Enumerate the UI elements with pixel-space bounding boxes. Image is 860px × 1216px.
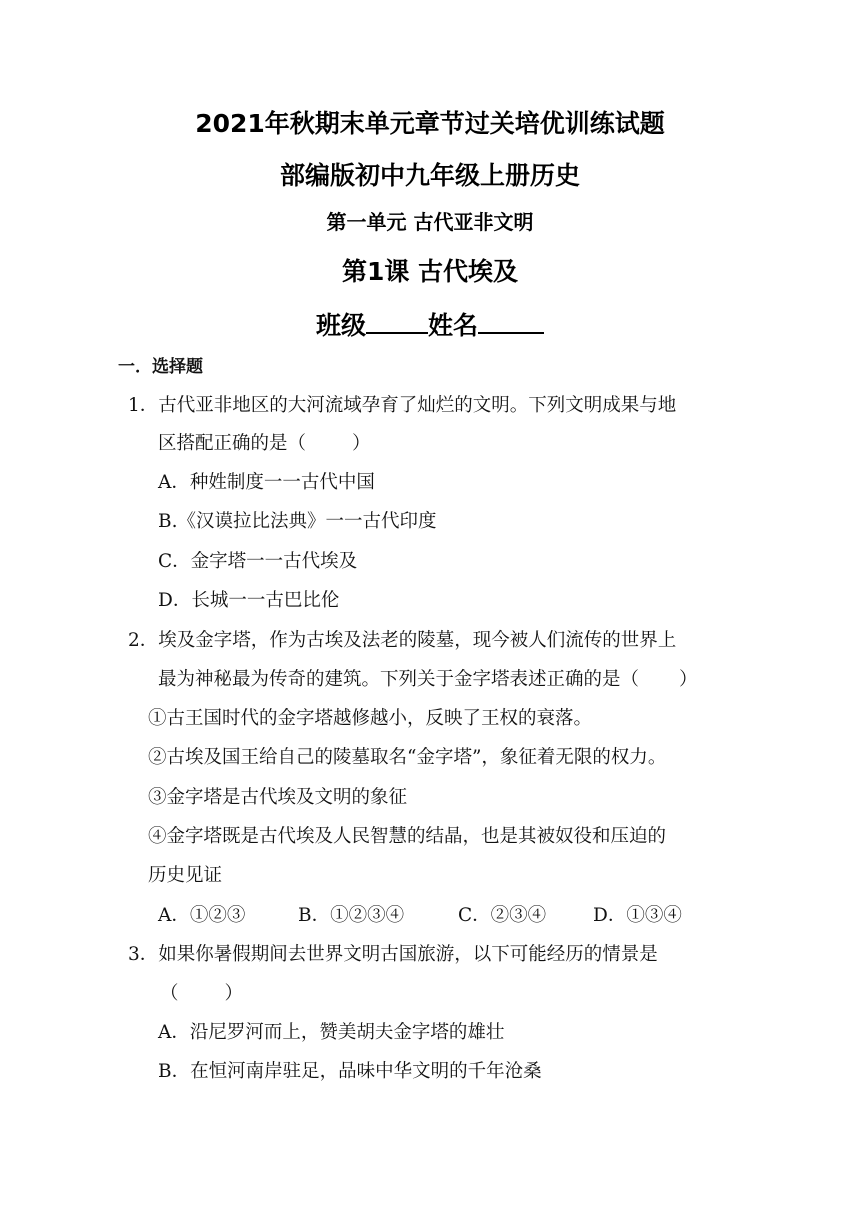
- statement-1: ①古王国时代的金字塔越修越小，反映了王权的衰落。: [148, 708, 593, 729]
- section-title: 一．选择题: [118, 357, 203, 377]
- question-1-line-1: [128, 393, 676, 419]
- statement-3: ③金字塔是古代埃及文明的象征: [148, 787, 408, 808]
- option-b: B．在恒河南岸驻足，品味中华文明的千年沧桑: [158, 1061, 542, 1082]
- exam-title: 2021年秋期末单元章节过关培优训练试题: [195, 109, 665, 138]
- question-stem: 古代亚非地区的大河流域孕育了灿烂的文明。下列文明成果与地: [158, 395, 677, 416]
- question-2-options: [158, 903, 682, 929]
- statement-4: ④金字塔既是古代埃及人民智慧的结晶，也是其被奴役和压迫的: [148, 826, 667, 847]
- answer-paren-close: ）: [224, 983, 244, 1004]
- question-number: 1．: [128, 395, 159, 416]
- option-d: D．①③④: [593, 905, 682, 926]
- statement-2: ②古埃及国王给自己的陵墓取名“金字塔”，象征着无限的权力。: [148, 747, 667, 768]
- class-name-line: [0, 306, 860, 342]
- statement-4-cont: 历史见证: [148, 865, 223, 886]
- option-a: A．沿尼罗河而上，赞美胡夫金字塔的雄壮: [158, 1022, 505, 1043]
- question-number: 2．: [128, 630, 159, 651]
- option-b: B.《汉谟拉比法典》一一古代印度: [158, 511, 437, 532]
- class-label: 班级: [315, 311, 366, 340]
- option-d: D．长城一一古巴比伦: [158, 590, 340, 611]
- option-c: C．②③④: [458, 905, 547, 926]
- question-3-line-1: [128, 942, 658, 968]
- question-3-line-2: [160, 981, 243, 1007]
- exam-subtitle: 部编版初中九年级上册历史: [279, 161, 580, 190]
- unit-heading: 第一单元 古代亚非文明: [326, 210, 534, 234]
- lesson-heading: 第1课 古代埃及: [341, 257, 519, 286]
- question-stem: 如果你暑假期间去世界文明古国旅游，以下可能经历的情景是: [158, 944, 658, 965]
- question-stem: 区搭配正确的是（: [158, 433, 307, 454]
- answer-paren-close: ）: [679, 669, 698, 690]
- question-2-line-2: [158, 667, 698, 693]
- option-c: C．金字塔一一古代埃及: [158, 551, 358, 572]
- question-stem: 最为神秘最为传奇的建筑。下列关于金字塔表述正确的是（: [158, 669, 640, 690]
- name-label: 姓名: [428, 311, 479, 340]
- question-number: 3．: [128, 944, 159, 965]
- option-a: A．①②③: [158, 905, 246, 926]
- question-2-line-1: [128, 628, 676, 654]
- name-blank: [478, 308, 544, 334]
- question-stem: 埃及金字塔，作为古埃及法老的陵墓，现今被人们流传的世界上: [158, 630, 677, 651]
- option-a: A．种姓制度一一古代中国: [158, 472, 375, 493]
- question-1-line-2: [158, 431, 371, 457]
- option-b: B．①②③④: [298, 905, 405, 926]
- answer-paren-open: （: [160, 983, 179, 1004]
- answer-paren-close: ）: [352, 433, 371, 454]
- class-blank: [366, 308, 428, 334]
